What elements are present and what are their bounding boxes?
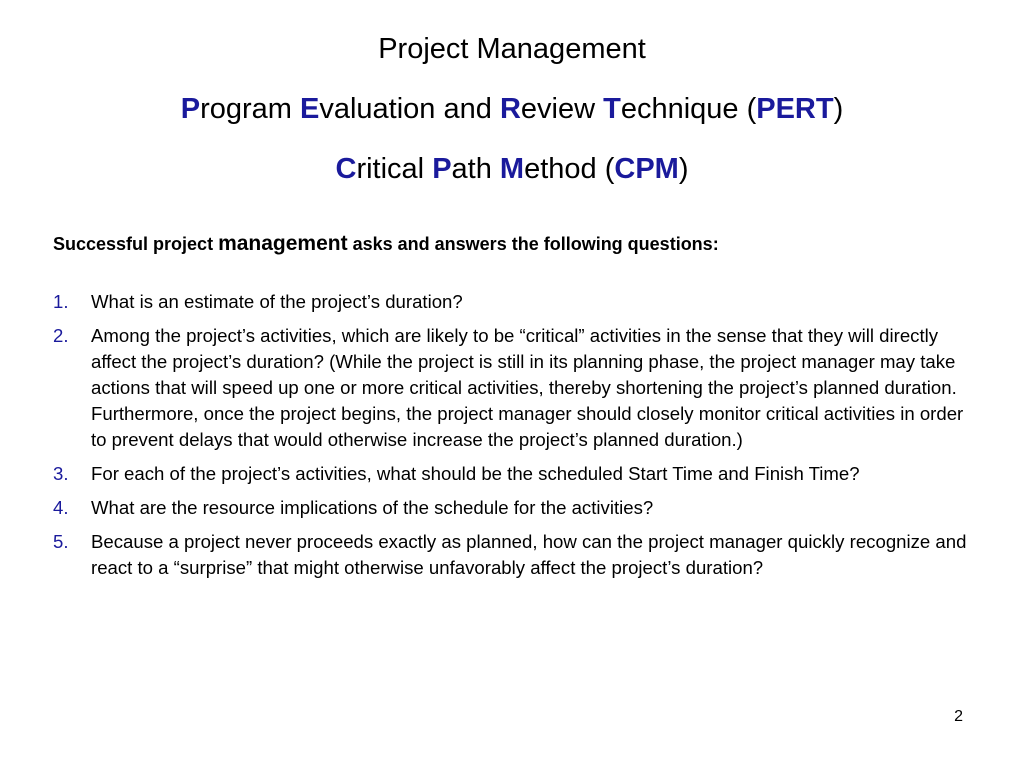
title-text-segment: ath <box>451 153 500 185</box>
heading-text-before: Successful project <box>53 234 219 254</box>
title-line-project-management: Project Management <box>378 33 646 65</box>
page-number: 2 <box>954 708 963 725</box>
heading-emphasis: management <box>218 232 348 255</box>
list-item <box>53 495 968 521</box>
list-item <box>53 323 968 453</box>
questions-list <box>53 289 968 589</box>
list-item-number: 5. <box>53 531 69 552</box>
title-text-segment: eview <box>520 93 604 125</box>
title-text-segment: ) <box>833 93 844 125</box>
list-item-number: 4. <box>53 497 69 518</box>
list-item-text: What is an estimate of the project’s duration? <box>91 291 463 312</box>
title-accent-letters: PERT <box>756 93 834 125</box>
title-text-segment: ) <box>678 153 689 185</box>
list-item-number: 1. <box>53 291 69 312</box>
list-item-text: For each of the project’s activities, what should be the scheduled Start Time and Finish Time? <box>91 463 860 484</box>
title-accent-letters: P <box>432 153 452 185</box>
title-accent-letters: P <box>180 93 201 125</box>
heading-text-after: asks and answers the following questions: <box>347 234 719 254</box>
title-text-segment: valuation and <box>319 93 500 125</box>
title-accent-letters: M <box>499 153 525 185</box>
list-item-text: Because a project never proceeds exactly as planned, how can the project manager quickly recognize and react to a “surprise” that might otherwise unfavorably affect the project’s duration? <box>91 531 967 578</box>
list-item-text: Among the project’s activities, which are likely to be “critical” activities in the sense that they will directly affect the project’s duration? (While the project is still in its planning phase, the project manager may take actions that will speed up one or more critical activities, thereby shortening the project’s planned duration. Furthermore, once the project begins, the project manager should closely monitor critical activities in order to prevent delays that would otherwise increase the project’s planned duration.) <box>91 325 964 450</box>
list-item-number: 2. <box>53 325 69 346</box>
title-text-segment: rogram <box>200 93 300 125</box>
title-line-cpm <box>0 154 1024 184</box>
title-accent-letters: T <box>603 93 621 125</box>
title-line-pert <box>0 94 1024 124</box>
list-item <box>53 461 968 487</box>
title-accent-letters: CPM <box>614 153 679 185</box>
title-accent-letters: R <box>499 93 521 125</box>
slide-title <box>0 34 1024 184</box>
questions-heading <box>53 230 719 258</box>
title-accent-letters: E <box>300 93 320 125</box>
title-accent-letters: C <box>335 153 357 185</box>
title-text-segment: ethod ( <box>524 153 615 185</box>
list-item <box>53 529 968 581</box>
title-text-segment: ritical <box>356 153 433 185</box>
title-text-segment: echnique ( <box>620 93 757 125</box>
list-item-text: What are the resource implications of the schedule for the activities? <box>91 497 654 518</box>
list-item <box>53 289 968 315</box>
list-item-number: 3. <box>53 463 69 484</box>
